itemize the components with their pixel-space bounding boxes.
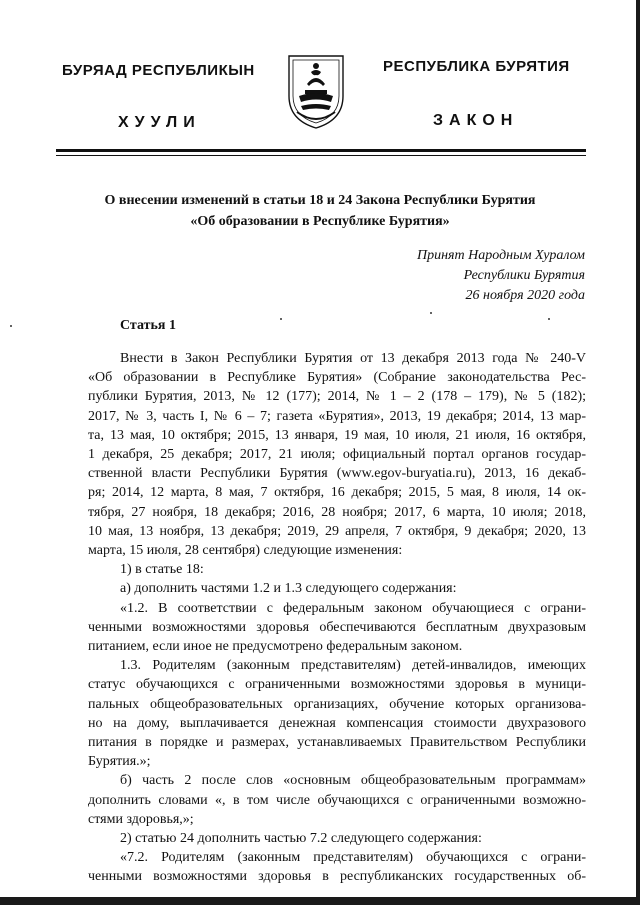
scan-speck bbox=[10, 325, 12, 327]
body-line: ченными возможностями здоровья в республиканских государственных об- bbox=[88, 869, 586, 885]
article-body bbox=[88, 349, 586, 887]
scan-speck bbox=[548, 318, 550, 320]
body-line: ченными возможностями здоровья обеспечиваются бесплатным двухразовым bbox=[88, 619, 586, 635]
body-line: «1.2. В соответствии с федеральным законом обучающиеся с ограни- bbox=[120, 600, 586, 616]
body-line: а) дополнить частями 1.2 и 1.3 следующего содержания: bbox=[120, 581, 457, 597]
header-divider-thin bbox=[56, 155, 586, 156]
body-line: дополнить словами «, в том числе обучающихся с ограниченными возможно- bbox=[88, 792, 586, 808]
body-line: 1 декабря, 25 декабря; 2017, 21 июля; официальный портал органов государ- bbox=[88, 447, 586, 463]
law-title bbox=[60, 190, 580, 232]
scan-speck bbox=[430, 312, 432, 314]
scan-speck bbox=[280, 318, 282, 320]
law-title-line: «Об образовании в Республике Бурятия» bbox=[190, 214, 450, 229]
adoption-note bbox=[417, 246, 585, 306]
body-line: пальных общеобразовательных организациях, обучение которых организова- bbox=[88, 696, 586, 712]
body-line: 2017, № 3, часть I, № 6 – 7; газета «Бурятия», 2013, 19 декабря; 2014, 13 мар- bbox=[88, 408, 586, 424]
body-line: 10 мая, 13 ноября, 13 декабря; 2019, 29 апреля, 7 октября, 9 декабря; 2020, 13 bbox=[88, 523, 586, 539]
body-line: Бурятия.»; bbox=[88, 754, 151, 770]
body-line: стями здоровья,»; bbox=[88, 811, 194, 827]
coat-of-arms-icon bbox=[285, 50, 347, 130]
adoption-line: Принят Народным Хуралом bbox=[416, 248, 585, 263]
header-divider-thick bbox=[56, 149, 586, 152]
header-right-doc-type: ЗАКОН bbox=[433, 112, 519, 129]
body-line: питания в порядке и размерах, устанавливаемых Правительством Республики bbox=[88, 735, 586, 751]
adoption-line: Республики Бурятия bbox=[463, 268, 585, 283]
law-title-line: О внесении изменений в статьи 18 и 24 Закона Республики Бурятия bbox=[104, 193, 536, 208]
body-line: но на дому, выплачивается денежная компенсация стоимости двухразового bbox=[88, 715, 586, 731]
body-line: 2) статью 24 дополнить частью 7.2 следующего содержания: bbox=[120, 831, 482, 847]
body-line: питанием, если иное не предусмотрено федеральным законом. bbox=[88, 639, 463, 655]
header-right-org: РЕСПУБЛИКА БУРЯТИЯ bbox=[383, 58, 570, 75]
body-line: б) часть 2 после слов «основным общеобразовательным программам» bbox=[120, 773, 586, 789]
body-line: «7.2. Родителям (законным представителям) обучающихся с ограни- bbox=[120, 850, 586, 866]
adoption-date: 26 ноября 2020 года bbox=[465, 288, 585, 303]
article-heading: Статья 1 bbox=[120, 318, 176, 333]
body-line: ря; 2014, 12 марта, 8 мая, 7 октября, 16 декабря; 2015, 5 мая, 8 июля, 14 ок- bbox=[88, 485, 586, 501]
body-line: публики Бурятия, 2013, № 12 (177); 2014, № 1 – 2 (178 – 179), № 5 (182); bbox=[88, 389, 586, 405]
body-line: 1.3. Родителям (законным представителям) детей-инвалидов, имеющих bbox=[120, 658, 586, 674]
scan-edge-bottom bbox=[0, 897, 640, 905]
body-line: 1) в статье 18: bbox=[120, 562, 204, 578]
body-line: «Об образовании в Республике Бурятия» (Собрание законодательства Рес- bbox=[88, 370, 586, 386]
body-line: статус обучающихся с ограниченными возможностями здоровья в муници- bbox=[88, 677, 586, 693]
body-line: марта, 15 июля, 28 сентября) следующие изменения: bbox=[88, 543, 403, 559]
scan-edge-right bbox=[636, 0, 640, 905]
body-line: та, 13 мая, 10 октября; 2015, 13 января, 19 мая, 10 июля, 21 июля, 16 октября, bbox=[88, 427, 586, 443]
header-left-org: БУРЯАД РЕСПУБЛИКЫН bbox=[62, 62, 255, 79]
header-left-doc-type: ХУУЛИ bbox=[118, 114, 201, 131]
body-line: тября, 27 ноября, 18 декабря; 2016, 28 ноября; 2017, 6 марта, 10 июля; 2018, bbox=[88, 504, 586, 520]
body-line: ственной власти Республики Бурятия (www.egov-buryatia.ru), 2013, 16 декаб- bbox=[88, 466, 586, 482]
body-line: Внести в Закон Республики Бурятия от 13 декабря 2013 года № 240-V bbox=[120, 351, 586, 366]
